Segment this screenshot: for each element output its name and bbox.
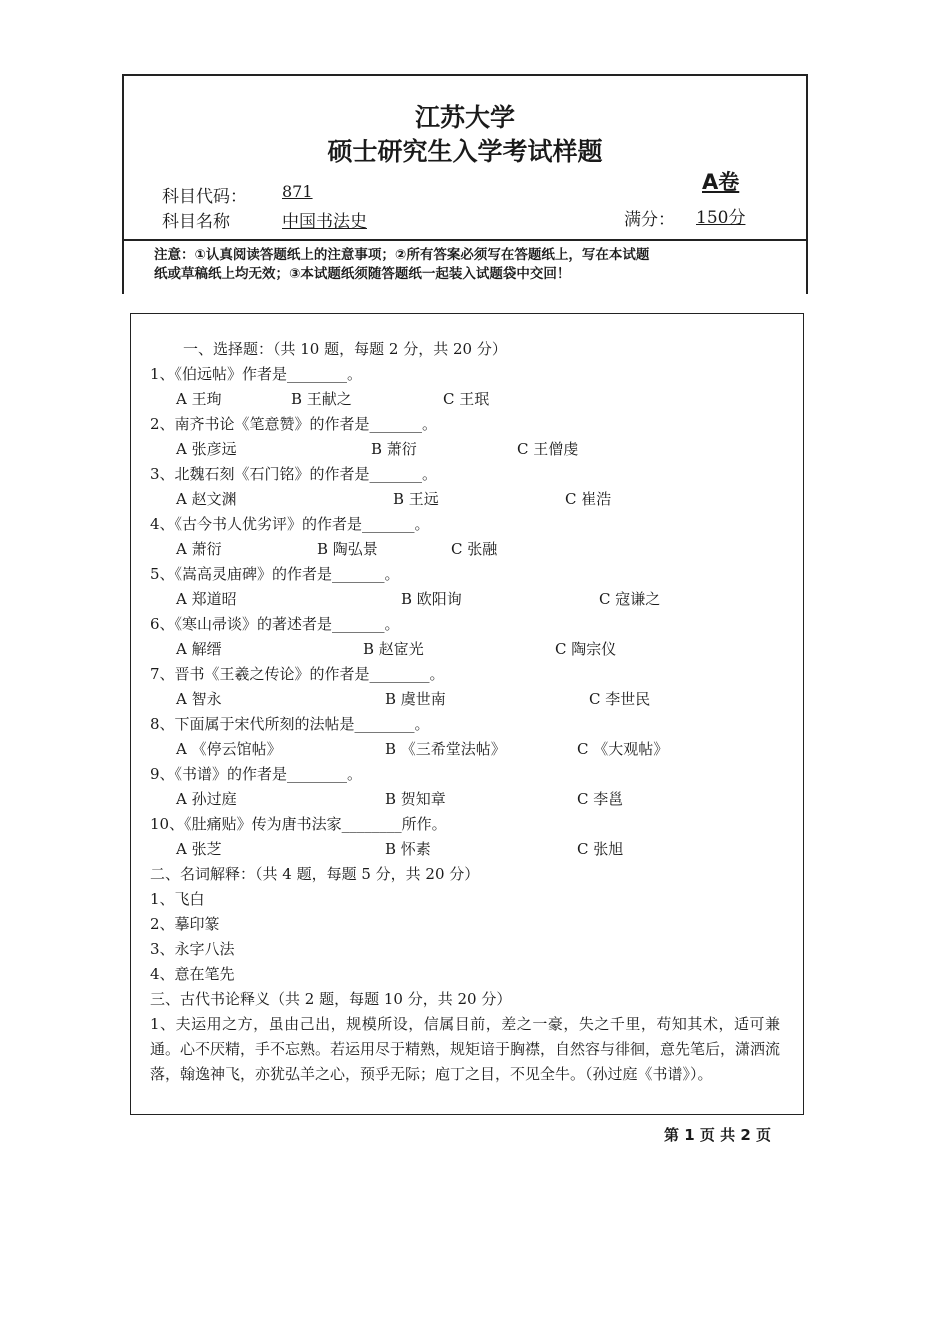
subject-code: 871 (282, 182, 313, 201)
q6-option-a: A 解缙 (176, 640, 222, 658)
q5-option-a: A 郑道昭 (176, 590, 237, 608)
q5-option-b: B 欧阳询 (401, 590, 462, 608)
term-2: 2、摹印篆 (150, 915, 220, 933)
notice-line-2: 纸或草稿纸上均无效；③本试题纸须随答题纸一起装入试题袋中交回！ (154, 266, 571, 282)
q6-option-b: B 赵宧光 (363, 640, 424, 658)
q1-option-c: C 王珉 (443, 390, 490, 408)
q3-option-a: A 赵文渊 (176, 490, 237, 508)
question-1: 1、《伯远帖》作者是________。 (150, 365, 363, 383)
question-7: 7、晋书《王羲之传论》的作者是________。 (150, 665, 445, 683)
q9-option-a: A 孙过庭 (176, 790, 237, 808)
section3-passage: 1、夫运用之方，虽由己出，规模所设，信属目前，差之一豪，失之千里，苟知其术，适可兼通。心不厌精，手不忘熟。若运用尽于精熟，规矩谙于胸襟，自然容与徘徊，意先笔后，潇洒流落，翰逸神飞，亦犹弘羊之心，预乎无际；庖丁之目，不见全牛。（孙过庭《书谱》）。 (150, 1015, 781, 1083)
subject-code-label: 科目代码： (162, 187, 247, 207)
header-divider (124, 239, 806, 241)
term-3: 3、永字八法 (150, 940, 235, 958)
question-body (130, 313, 804, 1115)
q9-option-b: B 贺知章 (385, 790, 446, 808)
q3-option-b: B 王远 (393, 490, 439, 508)
q4-option-a: A 萧衍 (176, 540, 222, 558)
q8-option-a: A 《停云馆帖》 (176, 740, 282, 758)
exam-header (122, 74, 808, 294)
question-10: 10、《肚痛贴》传为唐书法家________所作。 (150, 815, 447, 833)
question-3: 3、北魏石刻《石门铭》的作者是_______。 (150, 465, 438, 483)
q1-option-a: A 王珣 (176, 390, 222, 408)
question-9: 9、《书谱》的作者是________。 (150, 765, 363, 783)
subject-name-label: 科目名称 (162, 212, 230, 232)
term-4: 4、意在笔先 (150, 965, 235, 983)
q7-option-b: B 虞世南 (385, 690, 446, 708)
q7-option-a: A 智永 (176, 690, 222, 708)
q8-option-b: B 《三希堂法帖》 (385, 740, 506, 758)
q4-option-b: B 陶弘景 (317, 540, 378, 558)
question-4: 4、《古今书人优劣评》的作者是_______。 (150, 515, 430, 533)
q3-option-c: C 崔浩 (565, 490, 612, 508)
q5-option-c: C 寇谦之 (599, 590, 661, 608)
question-5: 5、《嵩高灵庙碑》的作者是_______。 (150, 565, 400, 583)
page-number: 第 1 页 共 2 页 (664, 1126, 771, 1144)
full-score: 150分 (696, 208, 746, 228)
q2-option-b: B 萧衍 (371, 440, 417, 458)
section2-title: 二、名词解释：（共 4 题，每题 5 分，共 20 分） (150, 865, 480, 883)
question-2: 2、南齐书论《笔意赞》的作者是_______。 (150, 415, 438, 433)
notice-line-1: 注意：①认真阅读答题纸上的注意事项；②所有答案必须写在答题纸上，写在本试题 (154, 247, 650, 263)
school-name: 江苏大学 (414, 103, 515, 132)
paper-version: A卷 (702, 170, 740, 194)
full-score-label: 满分： (624, 210, 675, 230)
exam-notice (154, 246, 774, 284)
section1-title: 一、选择题：（共 10 题，每题 2 分，共 20 分） (183, 340, 507, 358)
q10-option-b: B 怀素 (385, 840, 431, 858)
q9-option-c: C 李邕 (577, 790, 624, 808)
exam-title: 硕士研究生入学考试样题 (327, 137, 603, 166)
q6-option-c: C 陶宗仪 (555, 640, 617, 658)
q10-option-c: C 张旭 (577, 840, 624, 858)
term-1: 1、飞白 (150, 890, 205, 908)
question-8: 8、下面属于宋代所刻的法帖是________。 (150, 715, 430, 733)
section3-title: 三、古代书论释义（共 2 题，每题 10 分，共 20 分） (150, 990, 512, 1008)
question-6: 6、《寒山帚谈》的著述者是_______。 (150, 615, 400, 633)
subject-name: 中国书法史 (282, 212, 367, 232)
q2-option-c: C 王僧虔 (517, 440, 579, 458)
q10-option-a: A 张芝 (176, 840, 222, 858)
q7-option-c: C 李世民 (589, 690, 651, 708)
q1-option-b: B 王献之 (291, 390, 352, 408)
q2-option-a: A 张彦远 (176, 440, 237, 458)
q4-option-c: C 张融 (451, 540, 498, 558)
q8-option-c: C 《大观帖》 (577, 740, 669, 758)
